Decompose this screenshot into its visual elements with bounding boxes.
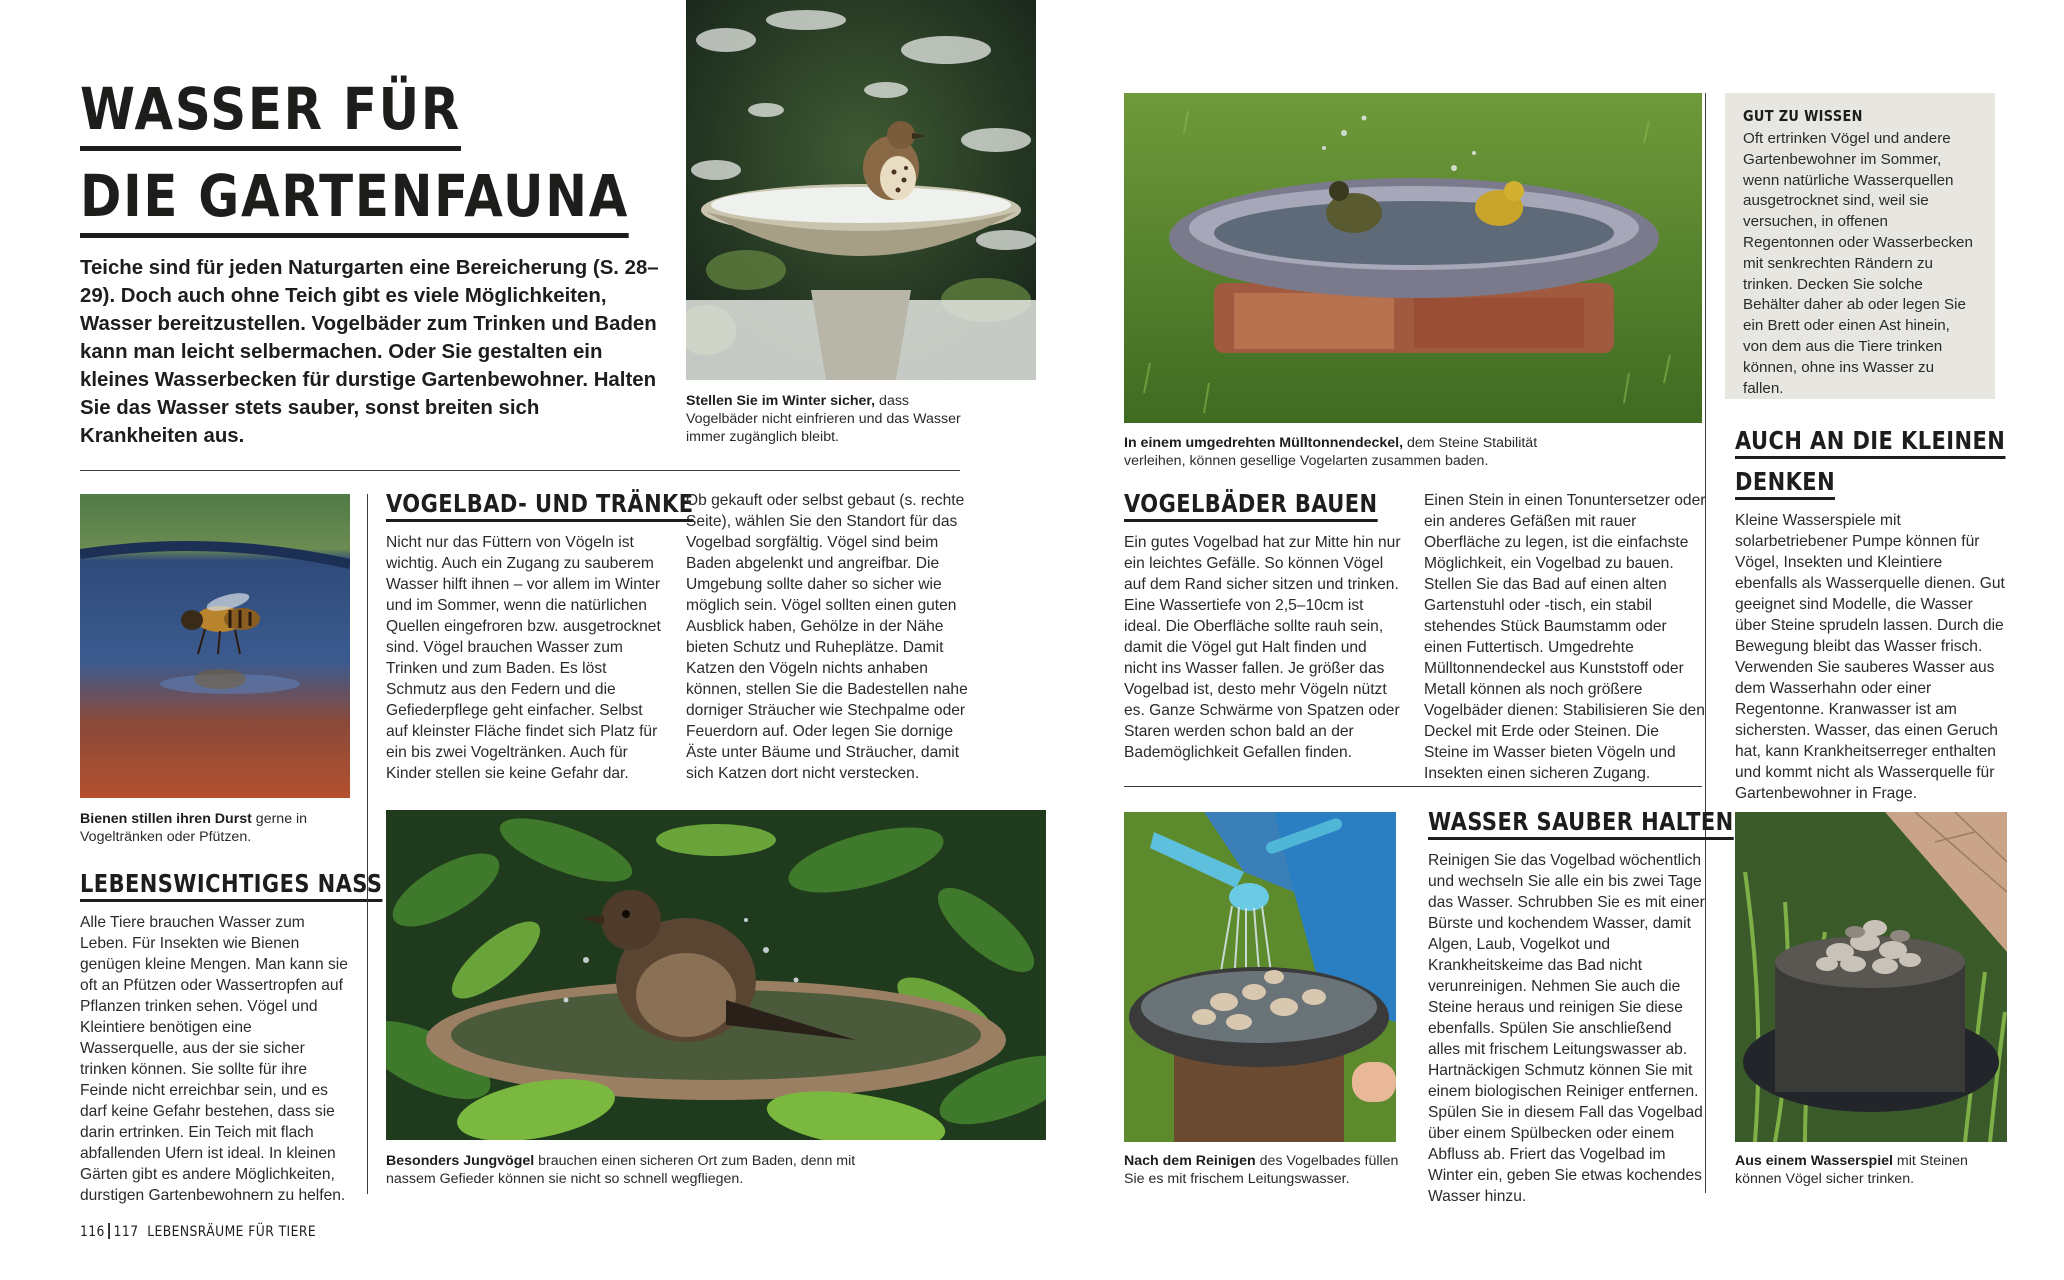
- heading-vogelbaeder-bauen-text: VOGELBÄDER BAUEN: [1124, 489, 1378, 522]
- caption-young-text: brauchen einen sicheren Ort zum Baden, denn mit nassem Gefieder können sie nicht so schnell wegfliegen.: [386, 1153, 856, 1187]
- caption-winter: [686, 392, 966, 446]
- caption-fountain-text: mit Steinen können Vögel sicher trinken.: [1735, 1153, 1968, 1187]
- info-box-body: Oft ertrinken Vögel und andere Gartenbewohner im Sommer, wenn natürliche Wasserquellen ausgetrocknet sind, weil sie versuchen, in offenen Regentonnen oder Wasserbecken mit senkrechten Rändern zu trinken. Decken Sie solche Behälter daher ab oder legen Sie ein Brett oder einen Ast hinein, von dem aus die Tiere trinken können, ohne ins Wasser zu fallen.: [1743, 130, 1973, 397]
- heading-auch-an-die-kleinen-line1: AUCH AN DIE KLEINEN: [1735, 426, 2005, 459]
- photo-young-bird-bathing: [386, 810, 1046, 1140]
- heading-wasser-sauber-halten: [1428, 806, 1734, 838]
- body-vogelbaeder-col2: Einen Stein in einen Tonuntersetzer oder ein anderes Gefäßen mit rauer Oberfläche zu legen, ist die einfachste Möglichkeit, ein Vogelbad zu bauen. Stellen Sie das Bad auf einen alten Gartenstuhl oder -tisch, ein stabil stehendes Stück Baumstamm oder einen Futtertisch. Umgedrehte Mülltonnendeckel aus Kunststoff oder Metall können als noch größere Vogelbäder dienen: Stabilisieren Sie den Deckel mit Erde oder Steinen. Die Steine im Wasser bieten Vögeln und Insekten einen sicheren Zugang.: [1424, 492, 1706, 782]
- page-number-left: 116: [80, 1224, 105, 1240]
- footer-section-title: LEBENSRÄUME FÜR TIERE: [147, 1224, 317, 1240]
- caption-bin-lid: [1124, 434, 1564, 470]
- photo-winter-bird-bath: [686, 0, 1036, 380]
- photo-bin-lid-bird-bath: [1124, 93, 1702, 423]
- footer-separator: [108, 1223, 110, 1239]
- caption-bin-lid-text: dem Steine Stabilität verleihen, können gesellige Vogelarten zusammen baden.: [1124, 435, 1538, 469]
- body-lebenswichtiges-nass: Alle Tiere brauchen Wasser zum Leben. Für Insekten wie Bienen genügen kleine Mengen. Man kann sie oft an Pfützen oder Wassertropfen auf Pflanzen trinken sehen. Vögel und Kleintiere benötigen eine Wasserquelle, aus der sie sicher trinken können. Sie sollte für ihre Feinde nicht erreichbar sein, und es darf keine Gefahr bestehen, dass sie darin ertrinken. Ein Teich mit flach abfallenden Ufern ist ideal. In kleinen Gärten gibt es andere Möglichkeiten, durstigen Gartenbewohnern zu helfen.: [80, 914, 348, 1204]
- caption-winter-bold: Stellen Sie im Winter sicher,: [686, 393, 876, 409]
- caption-bin-lid-bold: In einem umgedrehten Mülltonnendeckel,: [1124, 435, 1404, 451]
- body-wasser-sauber-halten: Reinigen Sie das Vogelbad wöchentlich und wechseln Sie alle ein bis zwei Tage das Wasser. Schrubben Sie es mit einer Bürste und kochendem Wasser, damit Algen, Laub, Vogelkot und Krankheitskeime das Bad nicht verunreinigen. Nehmen Sie auch die Steine heraus und reinigen Sie diese ebenfalls. Spülen Sie anschließend alles mit frischem Leitungswasser ab. Hartnäckigen Schmutz können Sie mit einem biologischen Reiniger entfernen. Spülen Sie in diesem Fall das Vogelbad über einem Spülbecken oder einem Abfluss ab. Friert das Vogelbad im Winter ein, geben Sie etwas kochendes Wasser hinzu.: [1428, 852, 1705, 1205]
- heading-vogelbad-text: VOGELBAD- UND TRÄNKE: [386, 489, 694, 522]
- heading-lebenswichtiges-nass-text: LEBENSWICHTIGES NASS: [80, 869, 382, 902]
- page-title: [80, 74, 630, 238]
- title-line-2: DIE GARTENFAUNA: [80, 161, 629, 238]
- photo-water-feature: [1735, 812, 2007, 1142]
- photo-cleaning-bird-bath: [1124, 812, 1396, 1142]
- info-box-gut-zu-wissen: [1725, 93, 1995, 399]
- heading-denken: [1735, 466, 1835, 498]
- heading-vogelbad: [386, 488, 694, 520]
- page-number-right: 117: [113, 1224, 139, 1240]
- heading-auch-an-die-kleinen: [1735, 425, 2005, 457]
- intro-text: Teiche sind für jeden Naturgarten eine Bereicherung (S. 28–29). Doch auch ohne Teich gibt es viele Möglichkeiten, Wasser bereitzustellen. Vogelbäder zum Trinken und Baden kann man leicht selbermachen. Oder Sie gestalten ein kleines Wasserbecken für durstige Gartenbewohner. Halten Sie das Wasser stets sauber, sonst breiten sich Krankheiten aus.: [80, 257, 659, 447]
- heading-lebenswichtiges-nass: [80, 868, 382, 900]
- page-footer: [80, 1223, 316, 1240]
- divider-left-column: [367, 494, 368, 1194]
- divider-left-top: [80, 470, 960, 471]
- divider-right-middle: [1124, 786, 1702, 787]
- caption-cleaning-bold: Nach dem Reinigen: [1124, 1153, 1256, 1169]
- caption-winter-text: dass Vogelbäder nicht einfrieren und das Wasser immer zugänglich bleibt.: [686, 393, 961, 445]
- title-line-1: WASSER FÜR: [80, 74, 461, 151]
- body-vogelbad-col1: Nicht nur das Füttern von Vögeln ist wichtig. Auch ein Zugang zu sauberem Wasser hilft ihnen – vor allem im Winter und im Sommer, wenn die natürlichen Quellen eingefroren bzw. ausgetrocknet sind. Vögel brauchen Wasser zum Trinken und zum Baden. Es löst Schmutz aus den Federn und die Gefiederpflege geht einfacher. Selbst auf kleinster Fläche findet sich Platz für ein bis zwei Vogeltränken. Auch für Kinder stellen sie keine Gefahr dar.: [386, 534, 661, 782]
- photo-bee-drinking: [80, 494, 350, 798]
- caption-cleaning: [1124, 1152, 1404, 1188]
- heading-auch-an-die-kleinen-line2: DENKEN: [1735, 467, 1835, 500]
- caption-young-birds: [386, 1152, 856, 1188]
- caption-fountain: [1735, 1152, 2007, 1188]
- caption-bees-text: gerne in Vogeltränken oder Pfützen.: [80, 811, 308, 845]
- info-box-title: GUT ZU WISSEN: [1743, 107, 1863, 125]
- caption-bees-bold: Bienen stillen ihren Durst: [80, 811, 252, 827]
- body-vogelbad-col2: Ob gekauft oder selbst gebaut (s. rechte Seite), wählen Sie den Standort für das Vogelbad sorgfältig. Vögel sind beim Baden abgelenkt und angreifbar. Die Umgebung sollte daher so sicher wie möglich sein. Vögel sollten einen guten Ausblick haben, Gehölze in der Nähe bieten Schutz und Ruheplätze. Damit Katzen den Vögeln nichts anhaben können, stellen Sie die Badestellen nahe dorniger Sträucher wie Stechpalme oder Feuerdorn auf. Oder legen Sie dornige Äste unter Bäume und Sträucher, damit sich Katzen dort nicht verstecken.: [686, 492, 968, 782]
- heading-vogelbaeder-bauen: [1124, 488, 1378, 520]
- body-auch-an-die-kleinen: Kleine Wasserspiele mit solarbetriebener Pumpe können für Vögel, Insekten und Kleintiere ebenfalls als Wasserquelle dienen. Gut geeignet sind Modelle, die Wasser über Steine sprudeln lassen. Durch die Bewegung bleibt das Wasser frisch. Verwenden Sie sauberes Wasser aus dem Wasserhahn oder einer Regentonne. Kranwasser ist am sichersten. Wasser, das einen Geruch hat, kann Krankheitserreger enthalten und kommt nicht als Wasserquelle für Gartenbewohner in Frage.: [1735, 512, 2005, 802]
- caption-fountain-bold: Aus einem Wasserspiel: [1735, 1153, 1893, 1169]
- heading-wasser-sauber-halten-text: WASSER SAUBER HALTEN: [1428, 807, 1734, 840]
- caption-young-bold: Besonders Jungvögel: [386, 1153, 535, 1169]
- caption-cleaning-text: des Vogelbades füllen Sie es mit frischem Leitungswasser.: [1124, 1153, 1399, 1187]
- caption-bees: [80, 810, 350, 846]
- body-vogelbaeder-col1: Ein gutes Vogelbad hat zur Mitte hin nur ein leichtes Gefälle. So können Vögel auf dem Rand sicher sitzen und trinken. Eine Wassertiefe von 2,5–10cm ist ideal. Die Oberfläche sollte rauh sein, damit die Vögel gut Halt finden und nicht ins Wasser fallen. Je größer das Vogelbad ist, desto mehr Vögeln nützt es. Ganze Schwärme von Spatzen oder Staren werden schon bald an der Bademöglichkeit Gefallen finden.: [1124, 534, 1401, 761]
